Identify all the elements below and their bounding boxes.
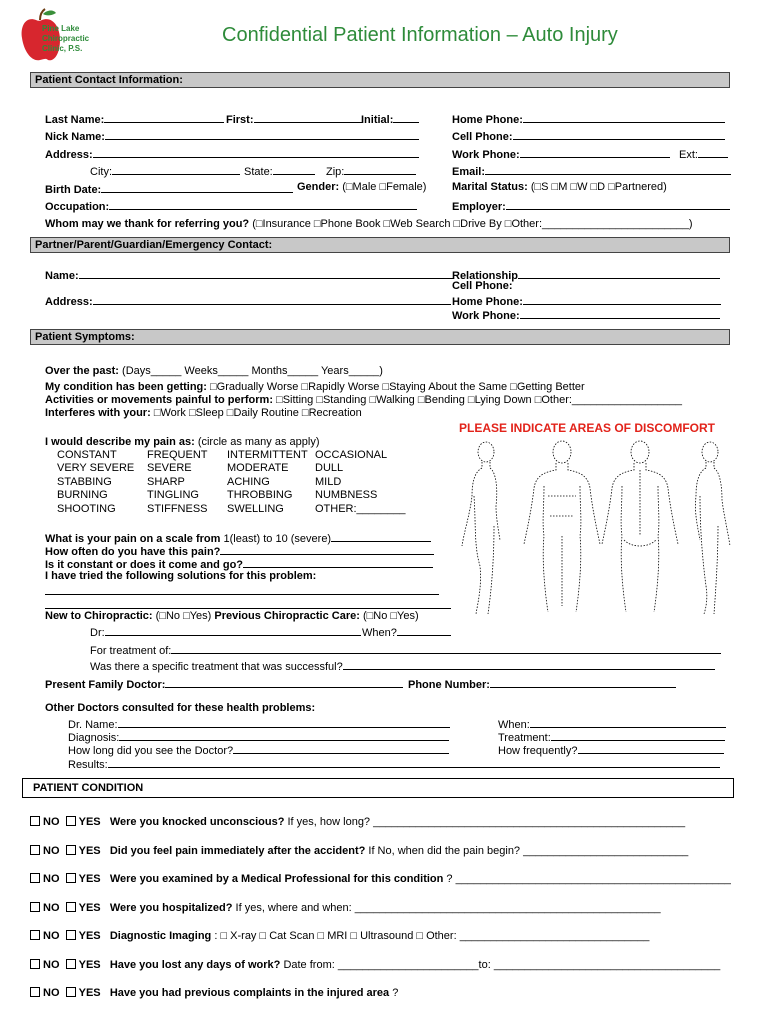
no-checkbox[interactable] <box>30 873 60 885</box>
emergency-address-field[interactable] <box>45 293 451 308</box>
yes-checkbox-icon <box>66 873 76 883</box>
initial-field[interactable] <box>361 111 419 126</box>
birth-date-label: Birth Date: <box>45 184 102 196</box>
pain-word[interactable]: NUMBNESS <box>315 489 378 501</box>
no-label: NO <box>43 816 60 828</box>
yes-checkbox-icon <box>66 816 76 826</box>
yes-label: YES <box>78 873 101 885</box>
emergency-home-label: Home Phone: <box>452 296 523 308</box>
condition-question: Did you feel pain immediately after the accident? <box>109 845 366 857</box>
treatment-for-label: For treatment of: <box>90 645 172 657</box>
no-label: NO <box>43 845 60 857</box>
how-frequently-label: How frequently? <box>498 745 578 757</box>
no-checkbox-icon <box>30 902 40 912</box>
emergency-name-field[interactable] <box>45 267 453 282</box>
pain-word[interactable]: SHOOTING <box>57 503 116 515</box>
condition-question-row <box>30 930 649 942</box>
yes-label: YES <box>78 987 101 999</box>
nick-name-field[interactable] <box>45 128 419 143</box>
yes-checkbox-icon <box>66 845 76 855</box>
logo-line-2: Chiropractic <box>42 34 90 43</box>
how-long-label: How long did you see the Doctor? <box>68 745 234 757</box>
ext-label: Ext: <box>679 149 698 161</box>
no-checkbox[interactable] <box>30 987 60 999</box>
yes-checkbox[interactable] <box>66 816 101 828</box>
occupation-field[interactable] <box>45 198 417 213</box>
body-back-figure[interactable] <box>602 441 678 612</box>
no-checkbox-icon <box>30 816 40 826</box>
home-phone-field[interactable] <box>452 111 725 126</box>
condition-followup[interactable]: If yes, how long? ___________________________________________________ <box>287 816 686 828</box>
ext-field[interactable] <box>679 146 728 161</box>
condition-followup[interactable]: ? _____________________________________________ <box>446 873 731 885</box>
condition-getting-label: My condition has been getting: <box>45 381 207 393</box>
marital-options: (□S □M □W □D □Partnered) <box>530 181 667 193</box>
tried-solutions-row[interactable] <box>45 570 316 582</box>
condition-question: Were you knocked unconscious? <box>109 816 285 828</box>
referral-options: (□Insurance □Phone Book □Web Search □Drive By □Other:________________________) <box>252 218 693 230</box>
pain-constant-row[interactable] <box>45 556 433 571</box>
family-doctor-label: Present Family Doctor: <box>45 679 166 691</box>
yes-label: YES <box>78 902 101 914</box>
over-past-row[interactable] <box>45 365 383 377</box>
yes-checkbox-icon <box>66 930 76 940</box>
logo-line-1: Pine Lake <box>42 24 80 33</box>
yes-label: YES <box>78 959 101 971</box>
condition-getting-row[interactable] <box>45 381 585 393</box>
painful-activities-label: Activities or movements painful to perform: <box>45 394 273 406</box>
first-name-label: First: <box>226 114 254 126</box>
condition-question: Were you hospitalized? <box>109 902 233 914</box>
other-dr-name-label: Dr. Name: <box>68 719 118 731</box>
diagnosis-label: Diagnosis: <box>68 732 120 744</box>
home-phone-label: Home Phone: <box>452 114 523 126</box>
yes-checkbox[interactable] <box>66 959 101 971</box>
yes-checkbox-icon <box>66 959 76 969</box>
yes-checkbox[interactable] <box>66 873 101 885</box>
no-checkbox-icon <box>30 959 40 969</box>
over-past-label: Over the past: <box>45 365 119 377</box>
yes-label: YES <box>78 845 101 857</box>
emergency-work-field[interactable] <box>452 307 720 322</box>
yes-checkbox[interactable] <box>66 930 101 942</box>
referral-row[interactable] <box>45 218 693 230</box>
condition-question: Have you lost any days of work? <box>109 959 281 971</box>
pain-word[interactable]: MODERATE <box>227 462 289 474</box>
pain-word[interactable]: SWELLING <box>227 503 284 515</box>
condition-followup[interactable]: ? <box>392 987 399 999</box>
no-label: NO <box>43 987 60 999</box>
occupation-label: Occupation: <box>45 201 110 213</box>
pain-word[interactable]: STABBING <box>57 476 112 488</box>
yes-label: YES <box>78 930 101 942</box>
marital-status-field[interactable] <box>452 181 667 193</box>
gender-field[interactable] <box>297 181 426 193</box>
condition-question-row <box>30 816 685 828</box>
chiropractic-row[interactable] <box>45 610 419 622</box>
emergency-cell-field[interactable] <box>452 280 513 292</box>
yes-checkbox[interactable] <box>66 845 101 857</box>
clinic-logo <box>18 8 100 66</box>
pain-word[interactable]: CONSTANT <box>57 449 117 461</box>
pain-word[interactable]: STIFFNESS <box>147 503 208 515</box>
employer-field[interactable] <box>452 198 730 213</box>
zip-label: Zip: <box>326 166 345 178</box>
condition-question: Were you examined by a Medical Professional for this condition <box>109 873 444 885</box>
painful-activities-options: □Sitting □Standing □Walking □Bending □Lying Down □Other:__________________ <box>276 394 683 406</box>
pain-word[interactable]: OTHER:________ <box>315 503 406 515</box>
relationship-label: Relationship <box>452 270 519 282</box>
specific-treatment-label: Was there a specific treatment that was successful? <box>90 661 343 673</box>
initial-label: Initial: <box>361 114 394 126</box>
over-past-options: (Days_____ Weeks_____ Months_____ Years_____) <box>122 365 383 377</box>
marital-label: Marital Status: <box>452 181 528 193</box>
yes-checkbox-icon <box>66 987 76 997</box>
last-name-label: Last Name: <box>45 114 105 126</box>
pain-word[interactable]: BURNING <box>57 489 108 501</box>
condition-getting-options: □Gradually Worse □Rapidly Worse □Staying About the Same □Getting Better <box>210 381 585 393</box>
body-side-right-figure[interactable] <box>695 442 730 614</box>
body-diagram[interactable] <box>452 436 742 620</box>
results-label: Results: <box>68 759 108 771</box>
no-checkbox[interactable] <box>30 816 60 828</box>
condition-question-row <box>30 902 661 914</box>
email-field[interactable] <box>452 163 731 178</box>
condition-question-row <box>30 845 688 857</box>
condition-question-row <box>30 987 398 999</box>
work-phone-label: Work Phone: <box>452 149 520 161</box>
emergency-address-label: Address: <box>45 296 93 308</box>
zip-field[interactable] <box>326 163 416 178</box>
body-side-left-figure[interactable] <box>462 442 500 614</box>
yes-checkbox[interactable] <box>66 987 101 999</box>
condition-followup[interactable]: : □ X-ray □ Cat Scan □ MRI □ Ultrasound □ Other: _______________________________ <box>214 930 650 942</box>
no-checkbox[interactable] <box>30 845 60 857</box>
family-doctor-phone-label: Phone Number: <box>408 679 490 691</box>
other-doctors-heading: Other Doctors consulted for these health problems: <box>45 702 316 714</box>
no-checkbox-icon <box>30 873 40 883</box>
pain-word[interactable]: TINGLING <box>147 489 199 501</box>
pain-word[interactable]: MILD <box>315 476 342 488</box>
describe-pain-note: (circle as many as apply) <box>197 436 320 448</box>
condition-followup[interactable]: Date from: _______________________to: _____________________________________ <box>283 959 721 971</box>
emergency-home-field[interactable] <box>452 293 721 308</box>
first-name-field[interactable] <box>226 111 362 126</box>
emergency-cell-label: Cell Phone: <box>452 280 513 292</box>
yes-checkbox[interactable] <box>66 902 101 914</box>
no-label: NO <box>43 902 60 914</box>
email-label: Email: <box>452 166 486 178</box>
new-chiro-label: New to Chiropractic: <box>45 610 153 622</box>
new-chiro-options: (□No □Yes) <box>155 610 212 622</box>
section-header-contact: Patient Contact Information: <box>30 72 730 88</box>
birth-date-field[interactable] <box>45 181 293 196</box>
pain-word[interactable]: INTERMITTENT <box>227 449 308 461</box>
logo-line-3: Clinic, P.S. <box>42 44 83 53</box>
no-label: NO <box>43 959 60 971</box>
state-field[interactable] <box>244 163 315 178</box>
how-frequently-field[interactable] <box>498 742 724 757</box>
tried-solutions-line[interactable] <box>45 583 439 598</box>
painful-activities-row[interactable] <box>45 394 682 406</box>
pain-word[interactable]: DULL <box>315 462 344 474</box>
employer-label: Employer: <box>452 201 506 213</box>
prev-dr-label: Dr: <box>90 627 105 639</box>
cell-phone-label: Cell Phone: <box>452 131 513 143</box>
referral-question: Whom may we thank for referring you? <box>45 218 250 230</box>
pain-word[interactable]: SHARP <box>147 476 185 488</box>
no-checkbox-icon <box>30 930 40 940</box>
family-doctor-field[interactable] <box>45 676 403 691</box>
city-field[interactable] <box>90 163 240 178</box>
no-checkbox[interactable] <box>30 902 60 914</box>
indicate-discomfort-heading: PLEASE INDICATE AREAS OF DISCOMFORT <box>459 421 716 435</box>
yes-checkbox-icon <box>66 902 76 912</box>
no-checkbox[interactable] <box>30 959 60 971</box>
other-treatment-label: Treatment: <box>498 732 551 744</box>
city-label: City: <box>90 166 112 178</box>
interferes-row[interactable] <box>45 407 362 419</box>
pain-word[interactable]: VERY SEVERE <box>57 462 135 474</box>
no-checkbox[interactable] <box>30 930 60 942</box>
condition-question: Have you had previous complaints in the injured area <box>109 987 390 999</box>
prev-when-label: When? <box>362 627 397 639</box>
tried-solutions-question: I have tried the following solutions for this problem: <box>45 570 317 582</box>
pain-constant-question: Is it constant or does it come and go? <box>45 559 244 571</box>
describe-pain-label: I would describe my pain as: <box>45 436 195 448</box>
treatment-for-field[interactable] <box>90 642 721 657</box>
prev-when-field[interactable] <box>362 624 451 639</box>
pain-word[interactable]: ACHING <box>227 476 270 488</box>
describe-pain-heading <box>45 436 319 448</box>
condition-question: Diagnostic Imaging <box>109 930 212 942</box>
emergency-work-label: Work Phone: <box>452 310 520 322</box>
page-title: Confidential Patient Information – Auto Injury <box>222 24 618 46</box>
pain-frequency-question: How often do you have this pain? <box>45 546 221 558</box>
no-label: NO <box>43 873 60 885</box>
patient-condition-heading: PATIENT CONDITION <box>33 782 144 794</box>
interferes-options: □Work □Sleep □Daily Routine □Recreation <box>153 407 362 419</box>
pain-scale-note: 1(least) to 10 (severe) <box>223 533 332 545</box>
cell-phone-field[interactable] <box>452 128 725 143</box>
no-checkbox-icon <box>30 845 40 855</box>
results-field[interactable] <box>68 756 720 771</box>
pain-word[interactable]: OCCASIONAL <box>315 449 388 461</box>
family-doctor-phone-field[interactable] <box>408 676 676 691</box>
pain-scale-question: What is your pain on a scale from <box>45 533 221 545</box>
yes-label: YES <box>78 816 101 828</box>
last-name-field[interactable] <box>45 111 224 126</box>
address-label: Address: <box>45 149 93 161</box>
specific-treatment-field[interactable] <box>90 658 715 673</box>
other-when-label: When: <box>498 719 530 731</box>
no-checkbox-icon <box>30 987 40 997</box>
section-header-symptoms: Patient Symptoms: <box>30 329 730 345</box>
emergency-name-label: Name: <box>45 270 79 282</box>
no-label: NO <box>43 930 60 942</box>
work-phone-field[interactable] <box>452 146 670 161</box>
pain-word[interactable]: SEVERE <box>147 462 192 474</box>
interferes-label: Interferes with your: <box>45 407 151 419</box>
condition-question-row <box>30 959 720 971</box>
condition-followup[interactable]: If No, when did the pain begin? ___________________________ <box>368 845 689 857</box>
prev-dr-field[interactable] <box>90 624 361 639</box>
address-field[interactable] <box>45 146 419 161</box>
prev-chiro-label: Previous Chiropractic Care: <box>214 610 360 622</box>
pain-word[interactable]: THROBBING <box>227 489 293 501</box>
gender-label: Gender: <box>297 181 340 193</box>
nick-name-label: Nick Name: <box>45 131 105 143</box>
condition-question-row <box>30 873 731 885</box>
prev-chiro-options: (□No □Yes) <box>362 610 419 622</box>
state-label: State: <box>244 166 273 178</box>
body-front-figure[interactable] <box>524 441 600 612</box>
how-long-field[interactable] <box>68 742 449 757</box>
section-header-emergency: Partner/Parent/Guardian/Emergency Contact: <box>30 237 730 253</box>
condition-followup[interactable]: If yes, where and when: __________________________________________________ <box>235 902 661 914</box>
pain-word[interactable]: FREQUENT <box>147 449 208 461</box>
gender-options: (□Male □Female) <box>342 181 427 193</box>
